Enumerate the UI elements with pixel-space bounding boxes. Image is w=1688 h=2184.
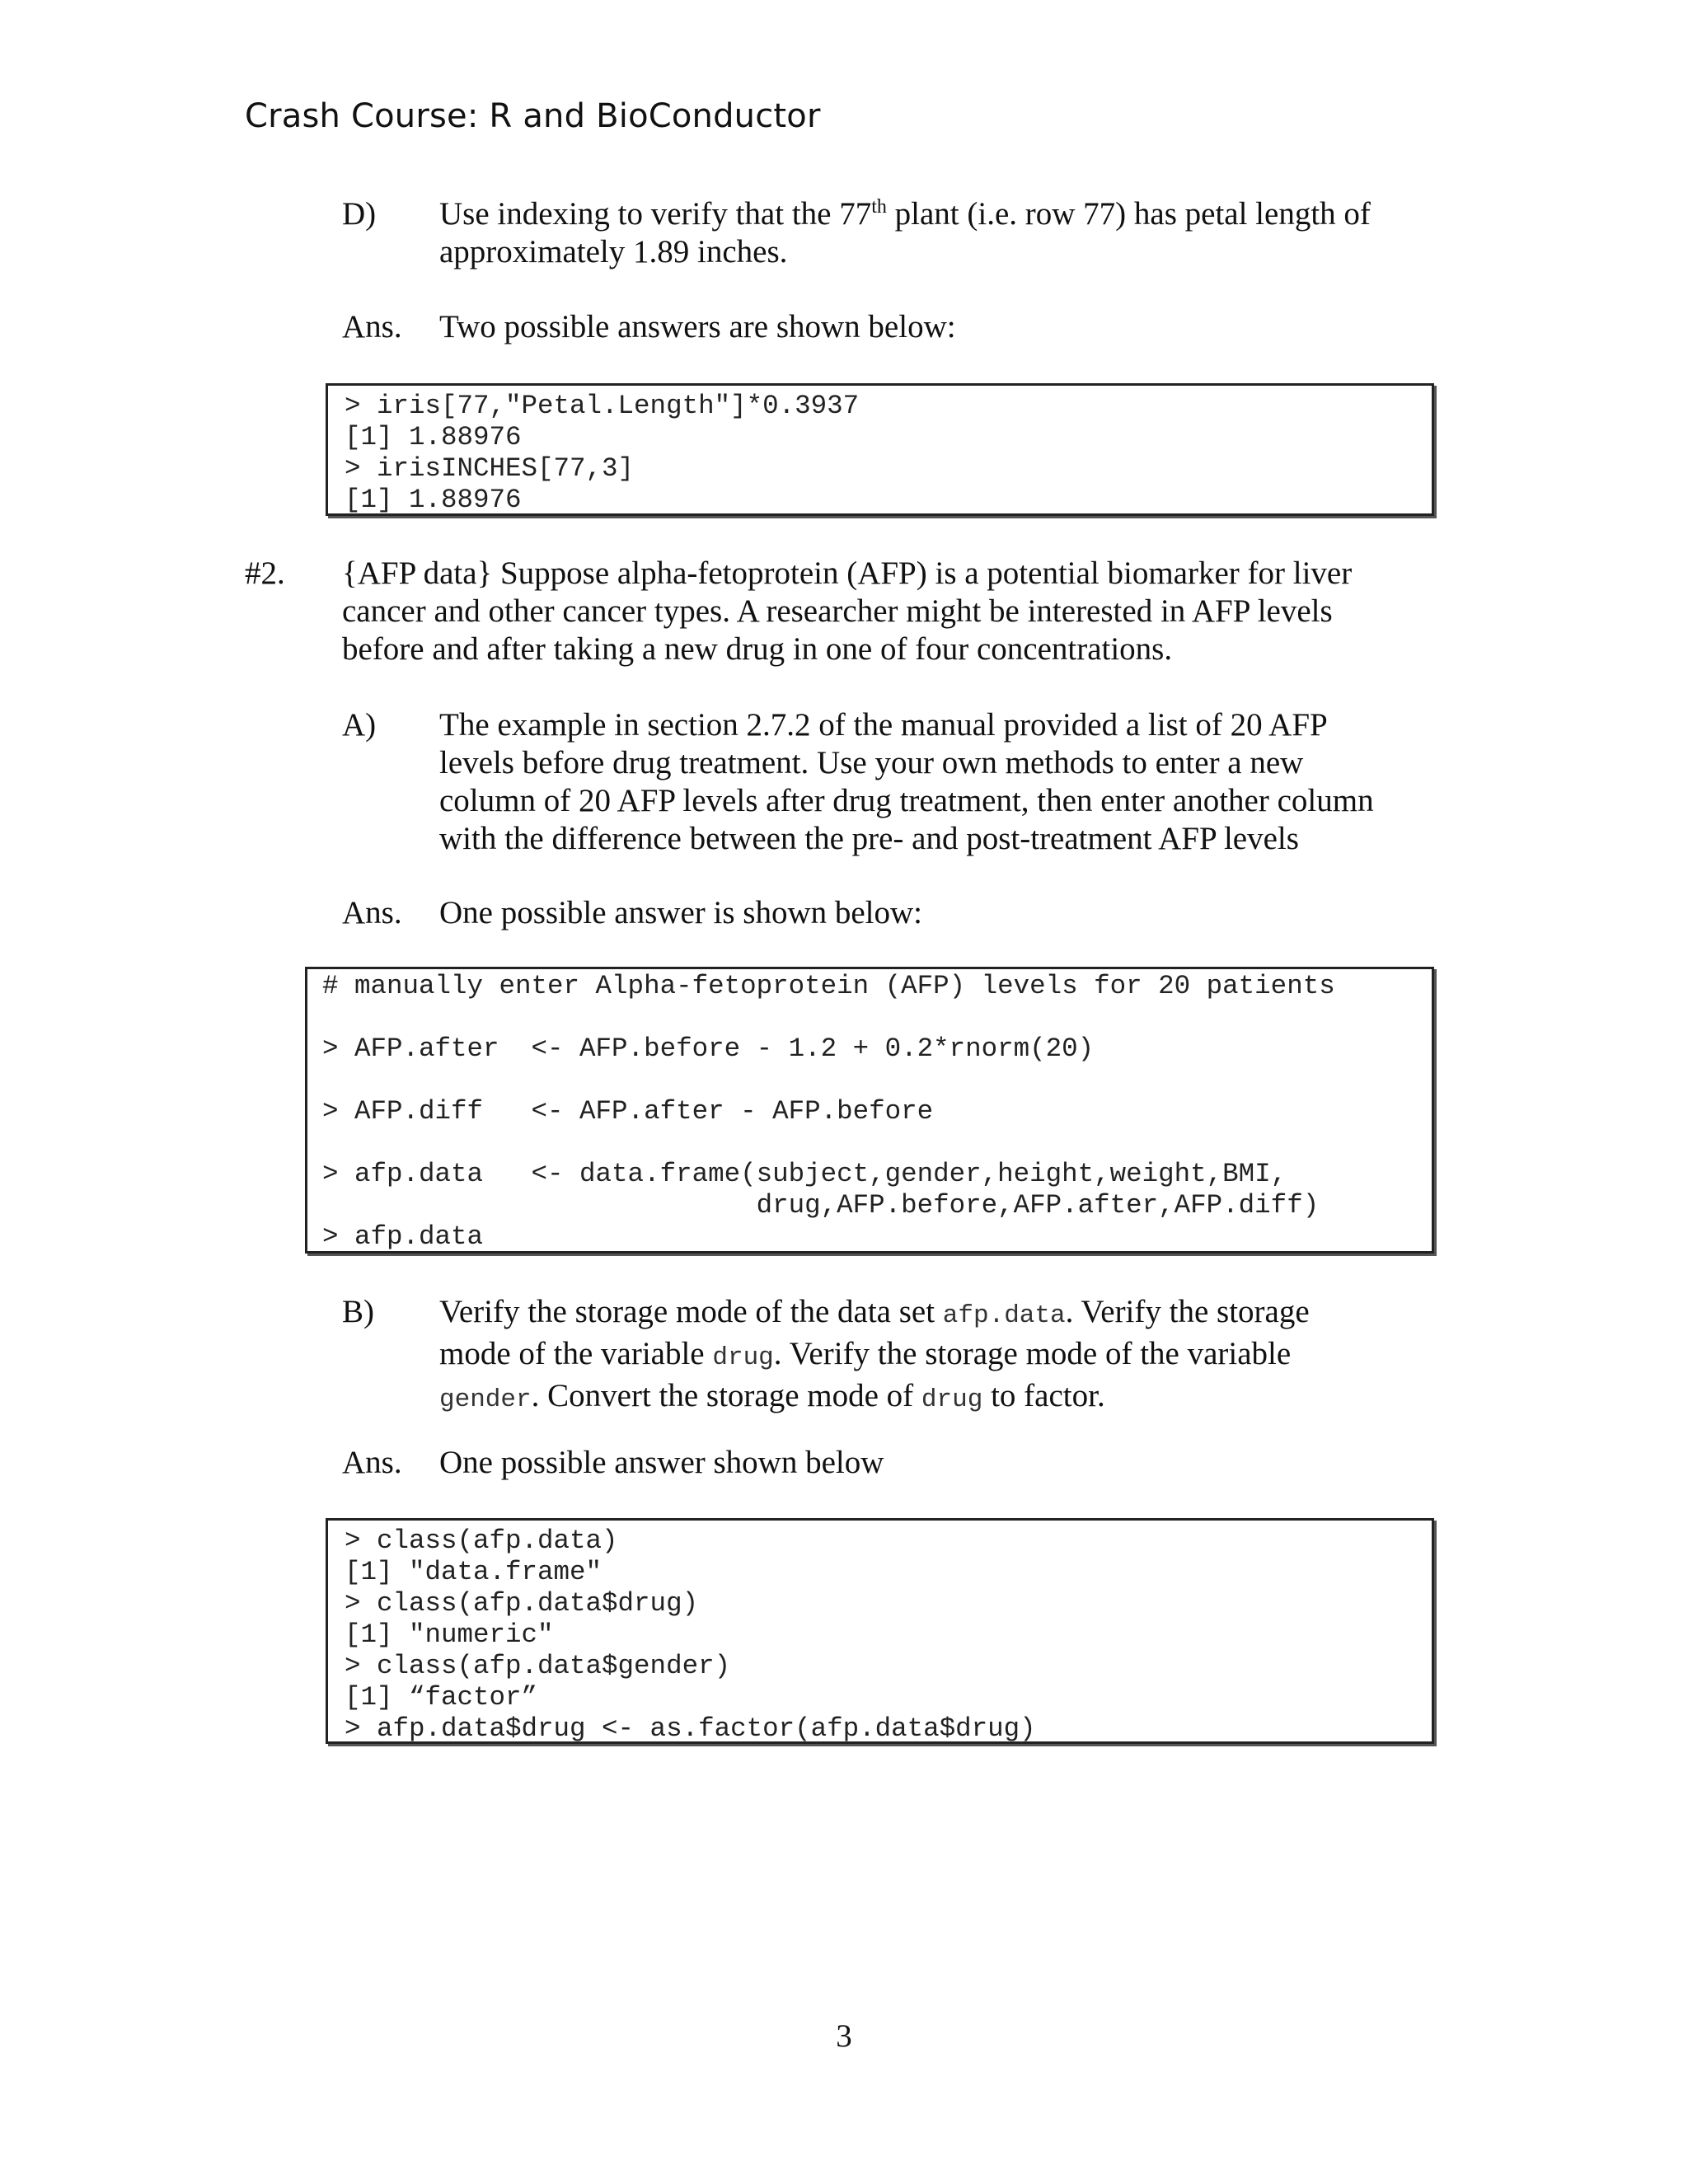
- part-d-ans-label: Ans.: [342, 309, 402, 344]
- code-text-part-b: > class(afp.data) [1] "data.frame" > class(afp.data$drug) [1] "numeric" > class(afp.data$gender) [1] “factor” > afp.data$drug <- as.factor(afp.data$drug): [345, 1526, 1036, 1744]
- part-b-label: B): [342, 1294, 374, 1329]
- part-b-text: . Verify the storage: [1065, 1294, 1310, 1329]
- part-b-text: . Convert the storage mode of: [531, 1378, 921, 1413]
- code-block-part-b: [326, 1518, 1434, 1744]
- part-a-ans-label: Ans.: [342, 895, 402, 930]
- part-b-code-term: gender: [439, 1385, 532, 1414]
- part-b-text: . Verify the storage mode of the variable: [773, 1336, 1292, 1371]
- part-a-line: with the difference between the pre- and post-treatment AFP levels: [439, 821, 1299, 856]
- part-b-text: mode of the variable: [439, 1336, 713, 1371]
- question-2-label: #2.: [245, 555, 285, 591]
- question-2-line1: {AFP data} Suppose alpha-fetoprotein (AFP) is a potential biomarker for liver: [342, 555, 1353, 591]
- page-header-title: Crash Course: R and BioConductor: [245, 97, 821, 135]
- part-b-ans-label: Ans.: [342, 1445, 402, 1480]
- part-a-question: [439, 706, 1688, 858]
- part-b-text: to factor.: [982, 1378, 1105, 1413]
- part-b-text: Verify the storage mode of the data set: [439, 1294, 943, 1329]
- question-2-line3: before and after taking a new drug in one of four concentrations.: [342, 631, 1173, 667]
- part-a-label: A): [342, 707, 377, 743]
- part-d-line1-pre: Use indexing to verify that the 77: [439, 196, 872, 232]
- question-2-line2: cancer and other cancer types. A researcher might be interested in AFP levels: [342, 593, 1333, 629]
- code-block-part-d: [326, 383, 1434, 516]
- part-a-line: The example in section 2.7.2 of the manual provided a list of 20 AFP: [439, 707, 1328, 743]
- part-b-code-term: afp.data: [942, 1301, 1066, 1330]
- code-block-part-a: [305, 967, 1434, 1254]
- code-text-part-d: > iris[77,"Petal.Length"]*0.3937 [1] 1.88976 > irisINCHES[77,3] [1] 1.88976: [345, 391, 860, 515]
- part-b-ans-text: One possible answer shown below: [439, 1445, 884, 1480]
- part-d-ans-text: Two possible answers are shown below:: [439, 309, 956, 344]
- part-b-question: [439, 1293, 1688, 1419]
- page-number: 3: [836, 2018, 852, 2054]
- question-2-text: [342, 555, 1661, 668]
- part-d-line1-post: plant (i.e. row 77) has petal length of: [886, 196, 1371, 232]
- part-a-ans-text: One possible answer is shown below:: [439, 895, 923, 930]
- part-b-code-term: drug: [712, 1343, 774, 1372]
- part-d-line2: approximately 1.89 inches.: [439, 234, 788, 269]
- code-text-part-a: # manually enter Alpha-fetoprotein (AFP) levels for 20 patients > AFP.after <- AFP.before - 1.2 + 0.2*rnorm(20) > AFP.diff <- AFP.after - AFP.before > afp.data <- data.frame(subject,gender,height,weight,BMI, drug,AFP.before,AFP.after,AFP.diff) > afp.data: [322, 971, 1335, 1252]
- part-d-line1-sup: th: [871, 196, 887, 218]
- part-a-line: levels before drug treatment. Use your own methods to enter a new: [439, 745, 1304, 780]
- part-b-code-term: drug: [921, 1385, 983, 1414]
- part-d-label: D): [342, 196, 377, 232]
- part-d-question: [439, 195, 1688, 271]
- part-a-line: column of 20 AFP levels after drug treatment, then enter another column: [439, 783, 1374, 818]
